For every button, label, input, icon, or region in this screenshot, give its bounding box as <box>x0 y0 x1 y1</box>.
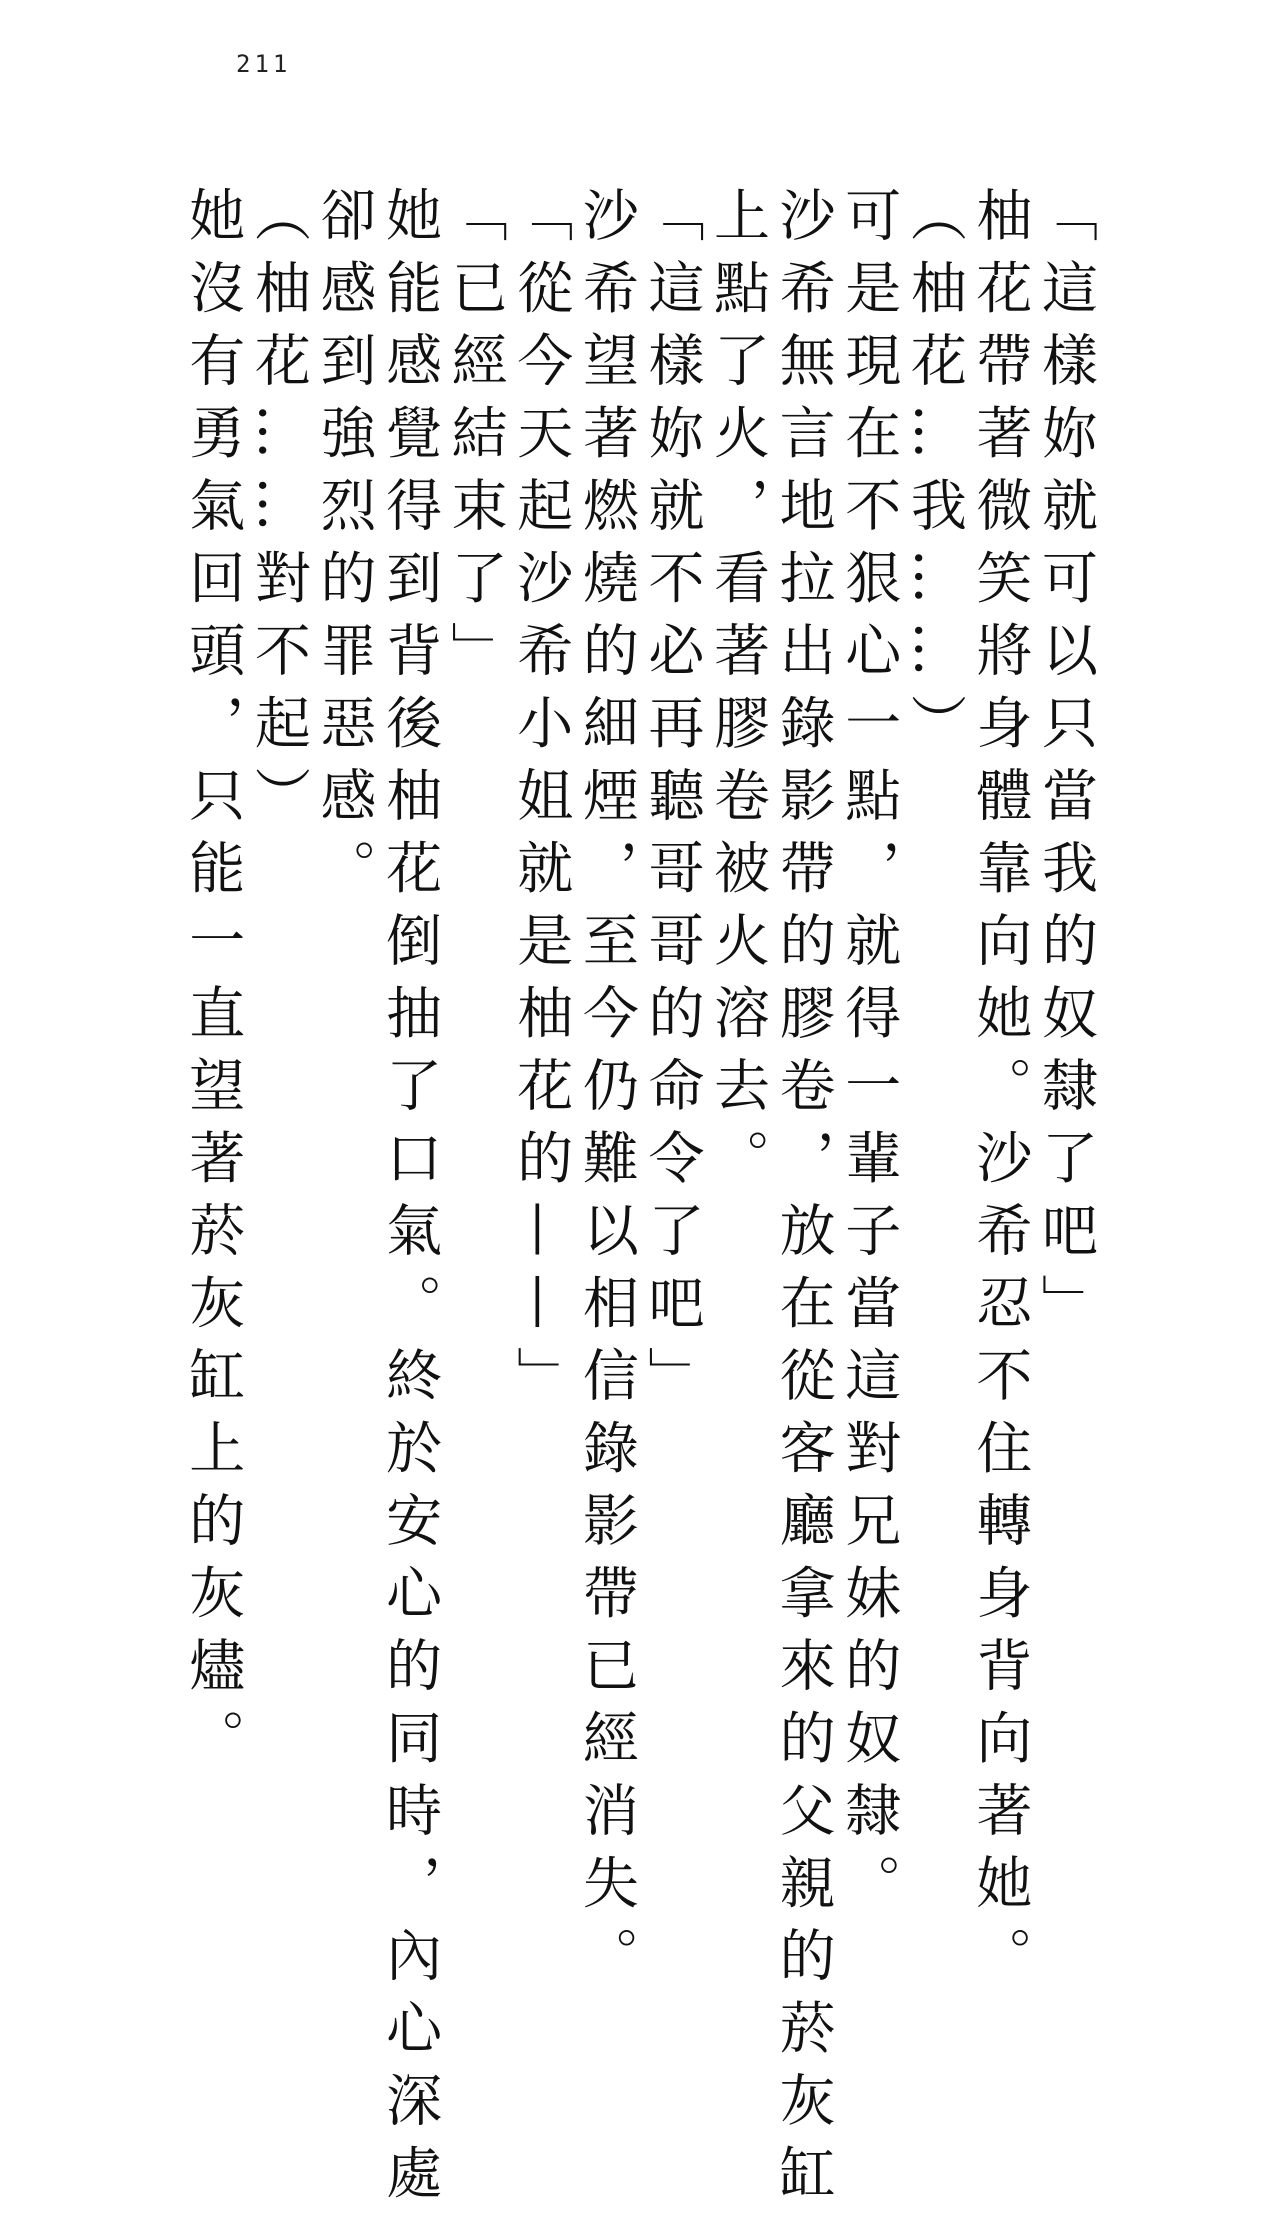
body-text <box>180 186 1098 2216</box>
text-column: 沙希無言地拉出錄影帶的膠卷，放在從客廳拿來的父親的菸灰缸 <box>770 186 836 2216</box>
page-number: 211 <box>236 50 292 78</box>
text-column: （柚花……對不起） <box>245 186 311 839</box>
text-column: 她能感覺得到背後柚花倒抽了口氣。終於安心的同時，內心深處 <box>377 186 443 2216</box>
text-column: 可是現在不狠心一點，就得一輩子當這對兄妹的奴隸。 <box>836 186 902 1926</box>
text-column: 「這樣妳就可以只當我的奴隸了吧」 <box>1033 186 1098 1346</box>
text-column: 卻感到強烈的罪惡感。 <box>311 186 377 911</box>
text-column: 「從今天起沙希小姐就是柚花的——」 <box>508 186 574 1419</box>
text-column: 「已經結束了」 <box>442 186 508 694</box>
text-column: 柚花帶著微笑將身體靠向她。沙希忍不住轉身背向著她。 <box>967 186 1033 1999</box>
text-column: 上點了火，看著膠卷被火溶去。 <box>705 186 771 1201</box>
text-column: 她沒有勇氣回頭，只能一直望著菸灰缸上的灰燼。 <box>180 186 246 1781</box>
text-column: 沙希望著燃燒的細煙，至今仍難以相信錄影帶已經消失。 <box>573 186 639 1999</box>
text-column: （柚花…我……） <box>901 186 967 766</box>
text-column: 「這樣妳就不必再聽哥哥的命令了吧」 <box>639 186 705 1419</box>
